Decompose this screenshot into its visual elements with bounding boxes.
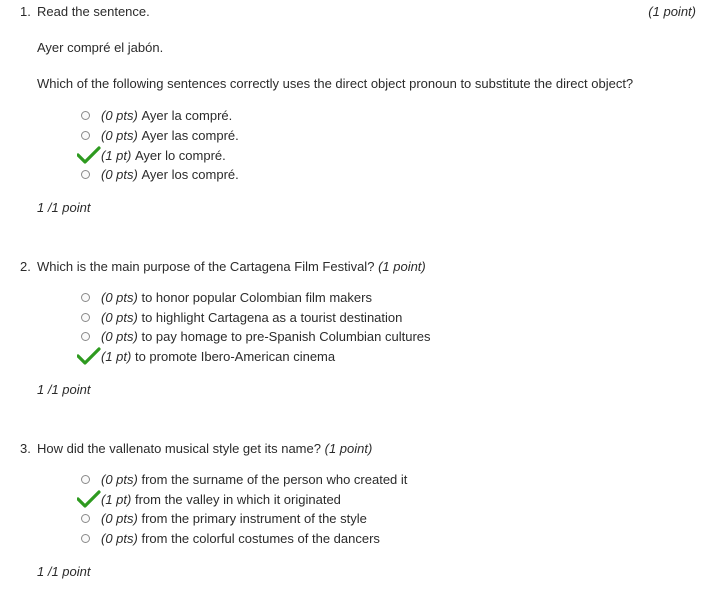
option-text: to highlight Cartagena as a tourist destination [141, 309, 403, 325]
option-text: from the colorful costumes of the dancers [141, 530, 380, 546]
checkmark-icon [77, 490, 101, 508]
question-prompt-line [37, 259, 426, 274]
answer-option[interactable] [77, 327, 431, 345]
question-instruction: Which of the following sentences correctly uses the direct object pronoun to substitute the direct object? [37, 76, 634, 91]
option-points: (0 pts) [101, 328, 138, 344]
question-score: 1 /1 point [37, 382, 91, 397]
checkmark-icon [77, 347, 101, 365]
question-number: 3. [20, 441, 31, 456]
option-points: (1 pt) [101, 491, 132, 507]
question-score: 1 /1 point [37, 200, 91, 215]
question-points: (1 point) [324, 441, 373, 456]
option-points: (0 pts) [101, 510, 138, 526]
answer-option[interactable] [77, 288, 372, 306]
option-text: Ayer las compré. [141, 127, 239, 143]
option-points: (0 pts) [101, 107, 138, 123]
radio-icon[interactable] [81, 131, 90, 140]
answer-option-correct[interactable] [77, 490, 341, 508]
answer-option[interactable] [77, 529, 380, 547]
answer-option[interactable] [77, 165, 239, 183]
question-sentence: Ayer compré el jabón. [37, 40, 164, 55]
radio-icon[interactable] [81, 475, 90, 484]
answer-option-correct[interactable] [77, 146, 226, 164]
option-points: (1 pt) [101, 147, 132, 163]
option-points: (0 pts) [101, 530, 138, 546]
question-number: 2. [20, 259, 31, 274]
question-prompt-line [37, 441, 372, 456]
option-text: to pay homage to pre-Spanish Columbian cultures [141, 328, 431, 344]
question-points: (1 point) [378, 259, 426, 274]
radio-icon[interactable] [81, 293, 90, 302]
answer-option[interactable] [77, 308, 402, 326]
question-prompt: Which is the main purpose of the Cartagena Film Festival? [37, 259, 375, 274]
option-points: (0 pts) [101, 127, 138, 143]
option-text: from the surname of the person who created it [141, 471, 408, 487]
option-points: (1 pt) [101, 348, 132, 364]
option-text: Ayer la compré. [141, 107, 233, 123]
option-points: (0 pts) [101, 166, 138, 182]
option-text: from the valley in which it originated [134, 491, 341, 507]
radio-icon[interactable] [81, 170, 90, 179]
question-score: 1 /1 point [37, 564, 91, 579]
question-number: 1. [20, 4, 31, 19]
radio-icon[interactable] [81, 514, 90, 523]
answer-option-correct[interactable] [77, 347, 335, 365]
option-points: (0 pts) [101, 289, 138, 305]
question-points: (1 point) [648, 4, 696, 19]
option-text: to promote Ibero-American cinema [134, 348, 336, 364]
option-points: (0 pts) [101, 309, 138, 325]
radio-icon[interactable] [81, 313, 90, 322]
question-prompt: How did the vallenato musical style get its name? [37, 441, 321, 456]
answer-option[interactable] [77, 509, 367, 527]
option-text: to honor popular Colombian film makers [141, 289, 372, 305]
option-text: Ayer los compré. [141, 166, 239, 182]
checkmark-icon [77, 146, 101, 164]
question-prompt: Read the sentence. [37, 4, 150, 19]
radio-icon[interactable] [81, 534, 90, 543]
answer-option[interactable] [77, 470, 407, 488]
option-text: from the primary instrument of the style [141, 510, 367, 526]
option-points: (0 pts) [101, 471, 138, 487]
option-text: Ayer lo compré. [134, 147, 226, 163]
radio-icon[interactable] [81, 332, 90, 341]
answer-option[interactable] [77, 106, 232, 124]
answer-option[interactable] [77, 126, 239, 144]
radio-icon[interactable] [81, 111, 90, 120]
